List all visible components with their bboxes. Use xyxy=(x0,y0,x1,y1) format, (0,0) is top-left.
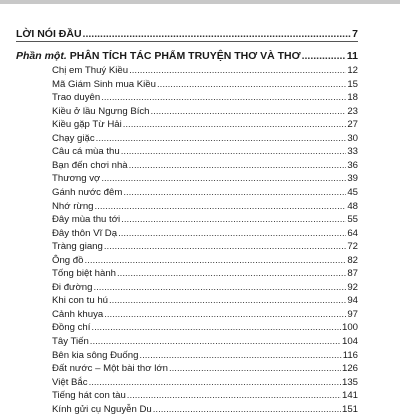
part-title: PHÂN TÍCH TÁC PHẨM TRUYỆN THƠ VÀ THƠ xyxy=(69,50,301,62)
dot-leader xyxy=(123,119,347,130)
dot-leader xyxy=(95,201,347,212)
toc-entry-title: Đất nước – Một bài thơ lớn xyxy=(52,363,168,375)
toc-entry-page: 94 xyxy=(347,295,358,307)
toc-entry-page: 126 xyxy=(341,363,358,375)
toc-entry[interactable] xyxy=(52,103,358,117)
dot-leader xyxy=(91,322,341,333)
dot-leader xyxy=(84,255,346,266)
toc-entry-title: Cảnh khuya xyxy=(52,308,104,320)
dot-leader xyxy=(104,241,346,252)
toc-entry-title: Việt Bắc xyxy=(52,376,88,388)
toc-entry-title: Chạy giặc xyxy=(52,132,95,144)
toc-entry-title: Ông đồ xyxy=(52,254,84,266)
toc-entry-title: Nhớ rừng xyxy=(52,200,94,212)
toc-entry-title: Đây thôn Vĩ Dạ xyxy=(52,227,118,239)
toc-entry[interactable] xyxy=(52,306,358,320)
toc-entry-page: 27 xyxy=(347,119,358,131)
toc-entry[interactable] xyxy=(52,252,358,266)
dot-leader xyxy=(89,377,341,388)
dot-leader xyxy=(121,146,347,157)
toc-entry-page: 97 xyxy=(347,308,358,320)
toc-entry-page: 55 xyxy=(347,214,358,226)
toc-entry[interactable] xyxy=(52,333,358,347)
toc-entry-page: 141 xyxy=(341,390,358,402)
toc-entry[interactable] xyxy=(52,211,358,225)
toc-entry-page: 7 xyxy=(352,28,358,40)
toc-entry[interactable] xyxy=(52,279,358,293)
dot-leader xyxy=(139,350,341,361)
dot-leader xyxy=(157,79,346,90)
toc-entry-page: 45 xyxy=(347,186,358,198)
toc-entry-title: Câu cá mùa thu xyxy=(52,146,120,158)
toc-entry-page: 104 xyxy=(341,336,358,347)
toc-entry-intro[interactable] xyxy=(16,24,358,40)
toc-entry[interactable] xyxy=(52,89,358,103)
toc-entry-page: 64 xyxy=(347,227,358,239)
toc-part-heading[interactable] xyxy=(16,44,358,62)
dot-leader xyxy=(93,282,346,293)
dot-leader xyxy=(123,187,346,198)
toc-entry-page: 30 xyxy=(347,132,358,144)
toc-entry-title: Tống biệt hành xyxy=(52,268,117,280)
toc-entry-title: Bạn đến chơi nhà xyxy=(52,159,128,171)
dot-leader xyxy=(104,309,346,320)
toc-entry-title: Gánh nước đêm xyxy=(52,186,123,198)
dot-leader xyxy=(96,133,347,144)
toc-entry[interactable] xyxy=(52,374,358,388)
toc-entry[interactable] xyxy=(52,184,358,198)
toc-entry-page: 39 xyxy=(347,173,358,185)
dot-leader xyxy=(118,228,346,239)
toc-entry-title: Trao duyên xyxy=(52,92,101,104)
dot-leader xyxy=(83,28,352,40)
divider xyxy=(16,41,358,42)
toc-entry-title: Chị em Thuý Kiều xyxy=(52,65,129,76)
dot-leader xyxy=(151,106,347,117)
toc-entry[interactable] xyxy=(52,170,358,184)
toc-entry-page: 23 xyxy=(347,105,358,117)
toc-entry-title: Tràng giang xyxy=(52,241,103,253)
toc-entry-title: Đi đường xyxy=(52,281,93,293)
dot-leader xyxy=(90,336,341,347)
toc-entry-title: Kiều gặp Từ Hải xyxy=(52,119,122,131)
toc-entry-title: Thương vợ xyxy=(52,173,101,185)
toc-entry-page: 48 xyxy=(347,200,358,212)
toc-entry[interactable] xyxy=(52,238,358,252)
toc-entry[interactable] xyxy=(52,347,358,361)
dot-leader xyxy=(153,404,341,415)
toc-entry[interactable] xyxy=(52,360,358,374)
toc-entry[interactable] xyxy=(52,292,358,306)
toc-entry[interactable] xyxy=(52,143,358,157)
toc-entry-title: Mã Giám Sinh mua Kiều xyxy=(52,78,156,90)
toc-entry-page: 100 xyxy=(341,322,358,334)
toc-entry[interactable] xyxy=(52,225,358,239)
toc-entry[interactable] xyxy=(52,319,358,333)
toc-entry-page: 18 xyxy=(347,92,358,104)
toc-entry-page: 72 xyxy=(347,241,358,253)
toc-entry[interactable] xyxy=(52,401,358,415)
dot-leader xyxy=(129,65,346,76)
toc-entry[interactable] xyxy=(52,157,358,171)
toc-entry[interactable] xyxy=(52,130,358,144)
toc-entry[interactable] xyxy=(52,116,358,130)
toc-entry-page: 33 xyxy=(347,146,358,158)
toc-entry-page: 36 xyxy=(347,159,358,171)
toc-entry-title: Kiều ở lầu Ngưng Bích xyxy=(52,105,150,117)
toc-entry-page: 116 xyxy=(342,349,358,361)
dot-leader xyxy=(121,214,346,225)
part-label: Phần một. xyxy=(16,50,67,62)
toc-entry-title: Khi con tu hú xyxy=(52,295,109,307)
toc-entry-page: 87 xyxy=(347,268,358,280)
toc-entry-title: Đây mùa thu tới xyxy=(52,214,121,226)
dot-leader xyxy=(169,363,341,374)
toc-entry-title: Bên kia sông Đuống xyxy=(52,349,139,361)
toc-entry[interactable] xyxy=(52,387,358,401)
toc-entry[interactable] xyxy=(52,265,358,279)
toc-entry-title: Đồng chí xyxy=(52,322,91,334)
toc-entry-title: Tây Tiến xyxy=(52,336,89,347)
toc-entry[interactable] xyxy=(52,62,358,76)
dot-leader xyxy=(109,295,346,306)
toc-entry-page: 15 xyxy=(347,78,358,90)
toc-entry[interactable] xyxy=(52,198,358,212)
toc-entry-page: 151 xyxy=(341,403,358,415)
dot-leader xyxy=(129,160,347,171)
toc-entry-page: 135 xyxy=(341,376,358,388)
toc-entry-title: Tiếng hát con tàu xyxy=(52,390,126,402)
toc-entry-page: 12 xyxy=(347,65,358,76)
toc-entry[interactable] xyxy=(52,76,358,90)
part-page: 11 xyxy=(346,50,358,62)
toc-entry-title: Kính gửi cụ Nguyễn Du xyxy=(52,403,152,415)
dot-leader xyxy=(101,92,346,103)
toc-entry-page: 82 xyxy=(347,254,358,266)
dot-leader xyxy=(117,268,346,279)
toc-entry-page: 92 xyxy=(347,281,358,293)
dot-leader xyxy=(302,50,346,62)
toc-entry-title: LỜI NÓI ĐẦU xyxy=(16,28,82,40)
dot-leader xyxy=(101,173,346,184)
